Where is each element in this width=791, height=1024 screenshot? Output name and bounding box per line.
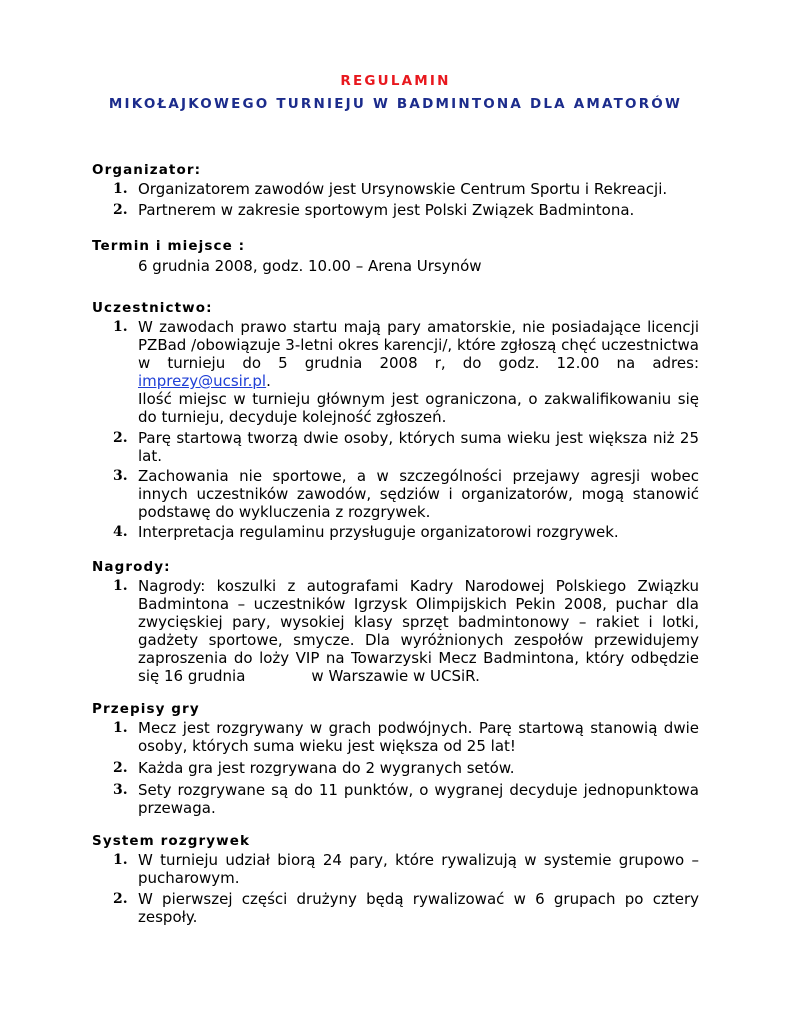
list-text: Każda gra jest rozgrywana do 2 wygranych setów. (138, 759, 515, 777)
registration-text: W zawodach prawo startu mają pary amatorskie, nie posiadające licencji PZBad /obowiązuje 3-letni okres karencji/, które zgłoszą chęć uczestnictwa w turnieju do 5 grudnia 2008 r, do godz. 12.00 na adres: (138, 318, 699, 372)
section-heading-system: System rozgrywek (92, 833, 251, 849)
list-item (113, 759, 699, 777)
list-number: 4. (113, 524, 128, 540)
list-text: Organizatorem zawodów jest Ursynowskie Centrum Sportu i Rekreacji. (138, 180, 668, 198)
email-suffix: . (266, 372, 271, 390)
list-number: 1. (113, 720, 128, 736)
capacity-note: Ilość miejsc w turnieju głównym jest ograniczona, o zakwalifikowaniu się do turnieju, decyduje kolejność zgłoszeń. (138, 390, 699, 426)
list-text: Mecz jest rozgrywany w grach podwójnych. Parę startową stanowią dwie osoby, których suma wieku jest większa od 25 lat! (138, 719, 699, 755)
list-item (113, 719, 699, 755)
list-number: 2. (113, 202, 128, 218)
section-heading-organizer: Organizator: (92, 162, 202, 178)
list-item (113, 890, 699, 926)
list-number: 2. (113, 760, 128, 776)
section-heading-prizes: Nagrody: (92, 559, 171, 575)
list-text: Interpretacja regulaminu przysługuje organizatorowi rozgrywek. (138, 523, 619, 541)
document-title: REGULAMIN (340, 73, 451, 89)
list-item (113, 180, 699, 198)
section-heading-participation: Uczestnictwo: (92, 300, 213, 316)
list-text: Partnerem w zakresie sportowym jest Polski Związek Badmintona. (138, 201, 635, 219)
venue-text: 6 grudnia 2008, godz. 10.00 – Arena Ursynów (138, 257, 482, 275)
list-text: Zachowania nie sportowe, a w szczególności przejawy agresji wobec innych uczestników zawodów, sędziów i organizatorów, mogą stanowić podstawę do wykluczenia z rozgrywek. (138, 467, 699, 521)
list-number: 2. (113, 430, 128, 446)
section-heading-venue: Termin i miejsce : (92, 238, 246, 254)
list-item (113, 429, 699, 465)
list-text: W pierwszej części drużyny będą rywalizować w 6 grupach po cztery zespoły. (138, 890, 699, 926)
list-item (113, 467, 699, 521)
list-number: 2. (113, 891, 128, 907)
list-text: W turnieju udział biorą 24 pary, które rywalizują w systemie grupowo – pucharowym. (138, 851, 699, 887)
list-number: 3. (113, 782, 128, 798)
list-item (113, 851, 699, 887)
list-item (113, 523, 699, 541)
section-heading-rules: Przepisy gry (92, 701, 200, 717)
list-number: 1. (113, 319, 128, 335)
list-text (138, 318, 699, 426)
prizes-text: Nagrody: koszulki z autografami Kadry Narodowej Polskiego Związku Badmintona – uczestników Igrzysk Olimpijskich Pekin 2008, puchar dla zwycięskiej pary, wysokiej klasy sprzęt badmintonowy – rakiet i lotki, gadżety sportowe, smycze. Dla wyróżnionych zespołów przewidujemy zaproszenia do loży VIP na Towarzyski Mecz Badmintona, który odbędzie się 16 grudnia (138, 577, 699, 685)
prizes-text-end: w Warszawie w UCSiR. (311, 667, 480, 685)
list-text (138, 577, 699, 685)
list-number: 1. (113, 181, 128, 197)
list-item (113, 318, 699, 426)
list-item (113, 781, 699, 817)
document-subtitle: MIKOŁAJKOWEGO TURNIEJU W BADMINTONA DLA AMATORÓW (108, 96, 683, 112)
list-number: 1. (113, 852, 128, 868)
list-text: Sety rozgrywane są do 11 punktów, o wygranej decyduje jednopunktowa przewaga. (138, 781, 699, 817)
list-number: 1. (113, 578, 128, 594)
list-number: 3. (113, 468, 128, 484)
list-text: Parę startową tworzą dwie osoby, których suma wieku jest większa niż 25 lat. (138, 429, 699, 465)
list-item (113, 201, 699, 219)
list-item (113, 577, 699, 685)
email-link[interactable]: imprezy@ucsir.pl (138, 372, 267, 390)
